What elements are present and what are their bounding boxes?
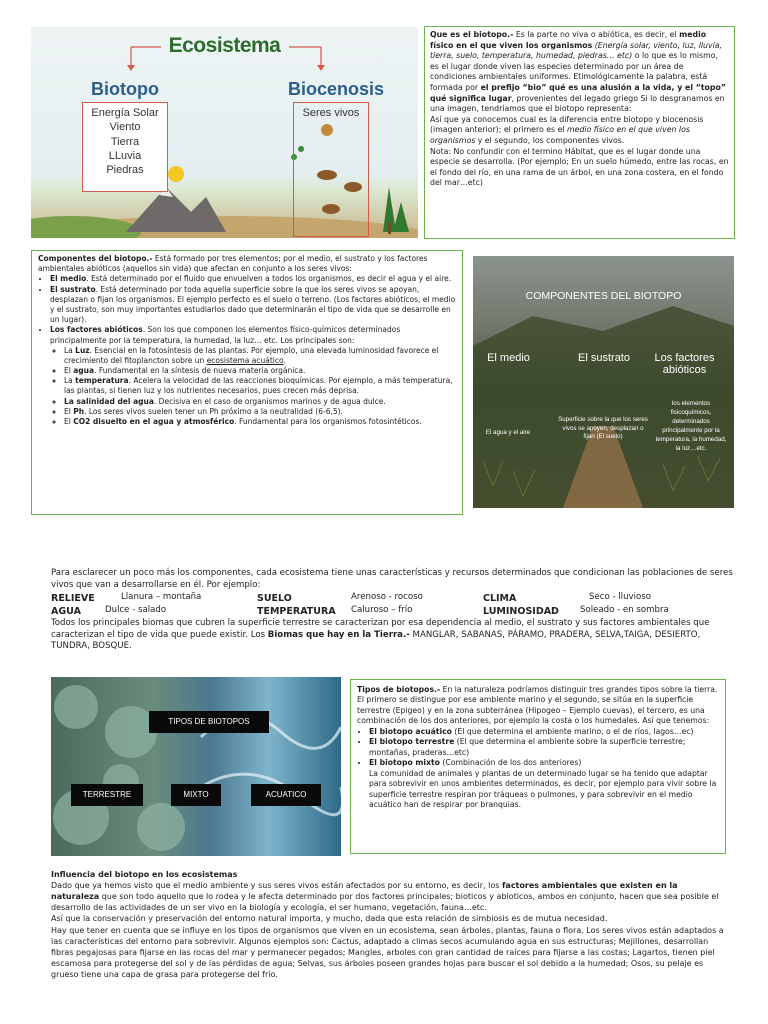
text: (El que determina el ambiente sobre la superficie terrestre; montañas, praderas…etc) [369, 737, 686, 757]
list-item [369, 737, 719, 758]
ejemplos-table [51, 592, 737, 618]
text: . Está determinado por toda aquella superficie sobre la que los seres vivos se apoyan, desplazan o fijan los organismos. El ejemplo perfecto es el suelo o terreno. (Los factores abióticos, el medio y el sustrato, son muy importantes estudiarlos dado que determinarán el tipo de vida que se desarrolle en un lugar). [50, 284, 456, 325]
table-key: SUELO [257, 592, 292, 604]
text: El [64, 366, 74, 376]
text: La [64, 345, 76, 355]
text: CO2 disuelto en el agua y atmosférico [73, 417, 235, 426]
text: El biotopo terrestre [369, 737, 455, 747]
biotopo-label: Biotopo [91, 79, 159, 99]
factores-label: Los factores abióticos [654, 352, 715, 376]
tipos-illustration [51, 677, 341, 856]
medio-label: El medio [487, 352, 530, 364]
text: El biotopo mixto [369, 758, 440, 768]
table-value: Soleado - en sombra [580, 604, 669, 615]
componentes-box [31, 250, 463, 515]
biotopo-definition-box [424, 26, 735, 239]
text: y el segundo, los componentes vivos. [475, 135, 625, 145]
biotopo-diferencia-para [430, 115, 729, 147]
list-item [64, 417, 456, 427]
text: El biotopo acuático [369, 726, 452, 736]
text: , provenientes del legado griego Si lo desgranamos en una imagen, tendríamos que el biotopo representa: [430, 93, 725, 114]
text: que son todo aquello que lo rodea y le afecta determinado por dos factores principales; bioticos y abioticos, ambos en conjunto, hacen que sea posible el desarrollo de las actividades de un ser vivo en la biología y ecología, el ser humano, vegetación, fauna…etc. [51, 892, 719, 913]
terrestre-label: TERRESTRE [71, 784, 143, 806]
list-item [50, 325, 456, 427]
table-value: Seco - lluvioso [589, 591, 651, 602]
list-item [64, 346, 456, 366]
list-item [64, 397, 456, 407]
list-item [64, 366, 456, 376]
influencia-para-1 [51, 880, 727, 913]
biocenosis-item: Seres vivos [302, 107, 360, 119]
text: Está formado por tres elementos; por el medio, el sustrato y los factores ambientales abióticos (aquellos sin vida) que afectan en conjunto a los seres vivos: [38, 254, 428, 274]
text: Luz [75, 345, 90, 355]
list-item [369, 758, 719, 810]
componentes-image-title: COMPONENTES DEL BIOTOPO [525, 290, 682, 302]
tipos-list [357, 727, 719, 811]
text: (Combinación de los dos anteriores) [439, 758, 582, 768]
text: medio físico en el que viven los organismos [430, 125, 690, 145]
text: . Los seres vivos suelen tener un Ph próximo a la neutralidad (6-6,5). [84, 406, 343, 416]
text: . Decisiva en el caso de organismos marinos y de agua dulce. [153, 396, 386, 406]
componentes-illustration [473, 256, 734, 508]
table-key: CLIMA [483, 592, 517, 604]
text: El medio [50, 274, 87, 284]
text: Es la parte no viva o abiótica, es decir, el [513, 30, 680, 39]
mixto-label: MIXTO [171, 784, 221, 806]
tipos-intro [357, 685, 719, 727]
ecosistema-acuatico-link[interactable]: ecosistema acuático [206, 355, 284, 365]
text: . Esencial en la fotosíntesis de las plantas. Por ejemplo, una elevada luminosidad favorece el crecimiento del fitoplancton sobre un [64, 345, 439, 365]
table-key: RELIEVE [51, 592, 95, 604]
ejemplos-intro: Para esclarecer un poco más los componentes, cada ecosistema tiene unas características y recursos determinados que condicionan las poblaciones de seres vivos que van a desarrollarse en él. Por ejemplo: [51, 568, 733, 590]
componentes-intro [38, 254, 456, 274]
text: agua [73, 366, 95, 376]
text: Dado que ya hemos visto que el medio ambiente y sus seres vivos están afectados por su entorno, es decir, los [51, 881, 502, 891]
list-item [64, 376, 456, 396]
text: . Son los que componen los elementos físico-químicos determinados principalmente por la temperatura, la humedad, la luz… etc. Los principales son: [50, 325, 401, 345]
text: . Está determinado por el fluido que envuelven a todos los organismos, es decir el agua y el aire. [86, 274, 452, 284]
list-item [50, 274, 456, 284]
factores-list [50, 346, 456, 428]
influencia-section [51, 869, 727, 980]
ecosistema-illustration [31, 27, 418, 238]
list-item [50, 285, 456, 326]
text: El sustrato [50, 284, 96, 294]
text: (Energía solar, viento, luz, lluvia, tierra, suelo, temperatura, humedad, piedras… etc) [430, 40, 723, 61]
text: Biomas que hay en la Tierra.- [267, 629, 410, 640]
factores-desc: los elementos fisicoquímicos, determinados principalmente por la temperatura, la humedad, la luz…etc. [655, 400, 727, 452]
text: el prefijo “bio” qué es una alusión a la vida, y el “topo” qué significa lugar [430, 82, 726, 103]
biotopo-item: Viento [109, 121, 141, 134]
componentes-list [38, 274, 456, 427]
tipos-heading: Tipos de biotopos.- [357, 685, 441, 694]
biocenosis-card [293, 102, 369, 237]
biocenosis-label: Biocenosis [288, 79, 385, 99]
table-value: Dulce - salado [105, 604, 167, 615]
componentes-heading: Componentes del biotopo.- [38, 254, 153, 263]
influencia-para-2: Así que la conservación y preservación del entorno natural importa, y mucho, dada que esta relación de simbiosis es de mutua necesidad. [51, 914, 608, 924]
biotopo-definition-heading: Que es el biotopo.- [430, 30, 514, 39]
table-value: Arenoso - rocoso [351, 591, 423, 602]
biomas-para [51, 618, 737, 654]
text: medio físico en el que viven los organismos [430, 30, 707, 50]
text: . [283, 355, 286, 365]
adaptacion-para: La comunidad de animales y plantas de un determinado lugar se ha tenido que adaptar para sobrevivir en unos ambientes determinados, es decir, por ejemplo para vivir sobre la superficie terrestre respiran por tráqueas o pulmones, y para sobrevivir en el medio acuático han de respirar por branquias. [369, 768, 717, 810]
habitat-note: Nota: No confundir con el termino Hábitat, que es el lugar donde una especie se desarrolla. (Por ejemplo; En un suelo húmedo, entre las rocas, en el fondo del río, en una rama de un árbol, en una zona costera, en el fondo del mar…etc) [430, 146, 729, 188]
text: MANGLAR, SABANAS, PÁRAMO, PRADERA, SELVA,TAIGA, DESIERTO, TUNDRA, BOSQUE. [51, 629, 701, 652]
text: temperatura [75, 376, 129, 386]
succulent-wave-drawing [51, 677, 341, 856]
biotopo-card [82, 102, 168, 192]
list-item [369, 727, 719, 737]
ejemplos-section [51, 568, 737, 653]
acuatico-label: ACUATICO [251, 784, 321, 806]
influencia-para-3: Hay que tener en cuenta que se influye en los tipos de organismos que viven en un ecosistema, sean árboles, plantas, fauna o flora. Los seres vivos están adaptados a las características del entorno para sobrevivir. Algunos ejemplos son: Cactus, adaptado a climas secos acumulando agua en sus estructuras; Mejillones, desarrollan fibras pegajosas para fijarse en las rocas del mar y permanecer pegados; Mangles, arboles con gran cantidad de raíces para fijarse a las costas; Lagartos, tienen piel escamosa para protegerse del sol y de las pérdidas de agua; Selvas, sus árboles poseen grandes hojas para buscar el sol debido a la humedad; Osos, su pelaje es grueso tiene una capa de grasa para protegerse del frío. [51, 925, 724, 979]
sustrato-desc: Superficie sobre la que los seres vivos se apoyen, desplazan o fijan (El suelo) [558, 416, 648, 441]
text: factores ambientales que existen en la naturaleza [51, 881, 678, 902]
text: Todos los principales biomas que cubren la superficie terrestre se caracterizan por esa dependencia al medio, el sustrato y sus factores ambientales que caracterizan el tipo de vida que puede existir. Los [51, 617, 710, 640]
text: (El que determina el ambiente marino, o el de ríos, lagos…ec) [451, 726, 694, 736]
text: La salinidad del agua [64, 396, 154, 406]
sustrato-label: El sustrato [578, 352, 630, 364]
text: Ph [73, 406, 85, 416]
text: La [64, 376, 76, 386]
text: . Fundamental en la síntesis de nueva materia orgánica. [94, 366, 306, 376]
text: En la naturaleza podríamos distinguir tres grandes tipos sobre la tierra. El primero se distingue por ese ambiente marino y el segundo, se sitúa en la superficie terrestre (Epigeo) y en la zona subterránea (Hipogeo – Ejemplo cuevas), el tercero, es una combinación de los dos anteriores, por ejemplo la costa o los humedales. Así que tenemos: [357, 685, 718, 726]
text: El [64, 406, 74, 416]
medio-desc: El agua y el aire [485, 429, 531, 436]
influencia-heading: Influencia del biotopo en los ecosistemas [51, 870, 238, 879]
table-key: TEMPERATURA [257, 605, 336, 617]
biotopo-item: Tierra [110, 135, 140, 148]
list-item [64, 407, 456, 417]
table-value: Caluroso – frío [351, 604, 413, 615]
text: . Fundamental para los organismos fotosintéticos. [234, 417, 422, 426]
text: El [64, 417, 74, 426]
tipos-image-title: TIPOS DE BIOTOPOS [149, 711, 269, 733]
text: Así que ya conocemos cual es la diferencia entre biotopo y biocenosis (imagen anterior); el primero es el [430, 114, 704, 135]
table-key: LUMINOSIDAD [483, 605, 559, 617]
biotopo-item: Piedras [106, 164, 144, 177]
biotopo-definition-para [430, 30, 729, 115]
table-value: Llanura – montaña [121, 591, 202, 602]
ecosistema-title: Ecosistema [168, 34, 281, 57]
biotopo-item: LLuvia [108, 149, 142, 162]
text: Los factores abióticos [50, 325, 143, 335]
text: . Acelera la velocidad de las reacciones bioquímicas. Por ejemplo, a más temperatura, las plantas, si tienen luz y los nutrientes necesarios, pues crecen más deprisa. [64, 376, 453, 396]
tipos-box [350, 679, 726, 854]
table-key: AGUA [51, 605, 81, 617]
biotopo-item: Energía Solar [91, 107, 159, 119]
text: o lo que es lo mismo, es el lugar donde viven las especies determinado por un área de condiciones ambientales uniformes. Etimológicamente la palabra, está formada por [430, 51, 718, 92]
